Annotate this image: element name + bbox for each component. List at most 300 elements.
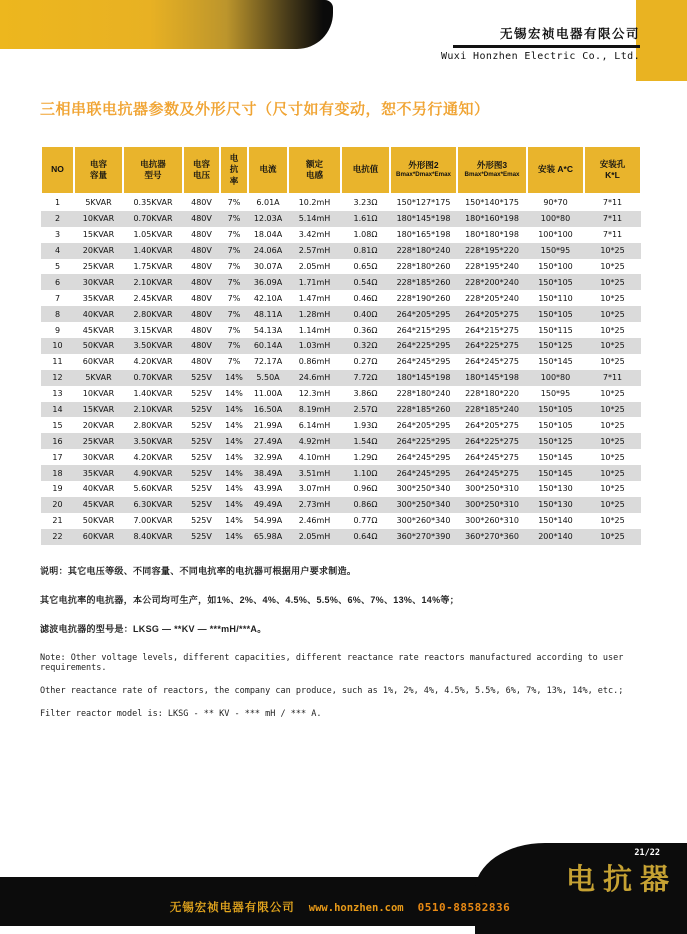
- table-cell: 525V: [191, 436, 212, 446]
- table-cell: 0.40Ω: [353, 309, 378, 319]
- table-cell: 2.05mH: [298, 532, 331, 542]
- table-cell: 60.14A: [253, 341, 283, 351]
- table-cell: 5.14mH: [298, 214, 331, 224]
- reactor-logo: 电抗器: [565, 864, 677, 896]
- table-cell: 2.73mH: [298, 500, 331, 510]
- page-title: 三相串联电抗器参数及外形尺寸（尺寸如有变动，恕不另行通知）: [40, 101, 490, 118]
- table-cell: 0.81Ω: [353, 246, 378, 256]
- table-cell: 10*25: [600, 452, 625, 462]
- table-cell: 228*180*240: [396, 246, 451, 256]
- table-cell: 25KVAR: [82, 436, 115, 446]
- table-cell: 264*215*275: [465, 325, 519, 335]
- table-cell: 480V: [191, 214, 212, 224]
- table-cell: 480V: [191, 293, 212, 303]
- table-cell: 300*260*340: [396, 516, 451, 526]
- table-cell: 2.57mH: [298, 246, 331, 256]
- table-cell: 50KVAR: [82, 516, 115, 526]
- table-cell: 36.09A: [253, 277, 283, 287]
- column-header: 额定 电感: [288, 146, 341, 194]
- table-row: [41, 194, 641, 211]
- table-cell: 14%: [225, 532, 243, 542]
- table-cell: 525V: [191, 516, 212, 526]
- table-cell: 480V: [191, 357, 212, 367]
- table-cell: 14%: [225, 405, 243, 415]
- table-cell: 1.40KVAR: [133, 246, 173, 256]
- table-cell: 19: [52, 484, 63, 494]
- table-cell: 2.46mH: [298, 516, 331, 526]
- table-cell: 150*100: [538, 262, 573, 271]
- table-cell: 10*25: [600, 420, 625, 430]
- table-cell: 4.20KVAR: [133, 357, 173, 367]
- table-row: [41, 465, 641, 481]
- top-right-gold-block: [636, 0, 687, 81]
- table-cell: 15KVAR: [82, 230, 115, 240]
- table-cell: 11.00A: [253, 389, 283, 399]
- table-cell: 3.07mH: [298, 484, 331, 494]
- table-cell: 3.51mH: [298, 468, 331, 478]
- table-cell: 264*205*275: [465, 309, 519, 319]
- table-cell: 7*11: [602, 373, 623, 383]
- table-cell: 0.32Ω: [353, 341, 378, 351]
- table-cell: 10*25: [600, 436, 625, 446]
- table-cell: 10*25: [600, 262, 625, 271]
- table-cell: 2.80KVAR: [133, 420, 173, 430]
- table-cell: 50KVAR: [82, 341, 115, 351]
- table-cell: 3.42mH: [298, 230, 331, 240]
- note-en-1: Note: Other voltage levels, different capacities, different reactance rate reactors manufactured according to user requirements.: [40, 653, 624, 673]
- table-cell: 300*250*310: [465, 484, 519, 494]
- table-row: [41, 417, 641, 433]
- column-header: 电容 容量: [74, 146, 123, 194]
- table-cell: 525V: [191, 532, 212, 542]
- table-cell: 0.46Ω: [353, 293, 378, 303]
- table-cell: 7%: [227, 262, 241, 271]
- table-cell: 43.99A: [253, 484, 283, 494]
- table-cell: 300*250*310: [465, 500, 519, 510]
- table-cell: 300*250*340: [396, 484, 451, 494]
- table-cell: 72.17A: [253, 357, 283, 367]
- table-cell: 0.27Ω: [353, 357, 378, 367]
- table-cell: 3.50KVAR: [133, 341, 173, 351]
- table-cell: 0.54Ω: [353, 277, 378, 287]
- table-cell: 5.60KVAR: [133, 484, 173, 494]
- header-row: [41, 146, 641, 194]
- company-header: [441, 24, 640, 62]
- table-cell: 18.04A: [253, 230, 283, 240]
- table-cell: 8.19mH: [298, 405, 331, 415]
- table-cell: 30.07A: [253, 262, 283, 271]
- table-cell: 150*145: [538, 357, 573, 367]
- table-cell: 10*25: [600, 309, 625, 319]
- table-cell: 360*270*360: [465, 532, 519, 542]
- table-cell: 30KVAR: [82, 277, 115, 287]
- table-cell: 8.40KVAR: [133, 532, 173, 542]
- table-cell: 264*245*295: [396, 468, 451, 478]
- table-cell: 9: [54, 325, 61, 335]
- table-cell: 6.30KVAR: [133, 500, 173, 510]
- table-cell: 228*205*240: [465, 293, 519, 303]
- table-row: [41, 338, 641, 354]
- table-cell: 480V: [191, 198, 212, 208]
- table-cell: 2.10KVAR: [133, 277, 173, 287]
- table-cell: 150*95: [540, 389, 571, 399]
- table-cell: 15: [52, 420, 63, 430]
- table-cell: 1.03mH: [298, 341, 331, 351]
- table-cell: 7%: [227, 293, 241, 303]
- column-header: 安装孔 K*L: [584, 146, 641, 194]
- table-cell: 14%: [225, 389, 243, 399]
- table-cell: 1.10Ω: [353, 468, 378, 478]
- table-cell: 180*145*198: [396, 373, 451, 383]
- table-cell: 1.29Ω: [353, 452, 378, 462]
- table-cell: 60KVAR: [82, 357, 115, 367]
- table-cell: 30KVAR: [82, 452, 115, 462]
- table-cell: 2: [54, 214, 61, 224]
- table-cell: 525V: [191, 420, 212, 430]
- table-cell: 150*145: [538, 452, 573, 462]
- table-cell: 65.98A: [253, 532, 283, 542]
- table-cell: 525V: [191, 500, 212, 510]
- table-cell: 480V: [191, 325, 212, 335]
- table-cell: 7%: [227, 214, 241, 224]
- note-cn-2: 其它电抗率的电抗器，本公司均可生产，如1%、2%、4%、4.5%、5.5%、6%、7%、13%、14%等；: [40, 595, 459, 605]
- table-cell: 13: [52, 389, 63, 399]
- table-cell: 100*80: [540, 214, 571, 224]
- table-cell: 228*185*240: [465, 405, 519, 415]
- table-cell: 228*180*260: [396, 262, 451, 271]
- table-cell: 480V: [191, 341, 212, 351]
- table-cell: 1.05KVAR: [133, 230, 173, 240]
- table-cell: 264*225*295: [396, 341, 451, 351]
- table-cell: 20: [52, 500, 63, 510]
- table-cell: 1.14mH: [298, 325, 331, 335]
- table-cell: 150*110: [538, 293, 573, 303]
- table-cell: 480V: [191, 277, 212, 287]
- footer-company-name: 无锡宏祯电器有限公司: [169, 902, 295, 914]
- table-cell: 10*25: [600, 341, 625, 351]
- table-cell: 14%: [225, 516, 243, 526]
- table-cell: 10: [52, 341, 63, 351]
- table-cell: 54.99A: [253, 516, 283, 526]
- table-cell: 3: [54, 230, 61, 240]
- note-en-2: Other reactance rate of reactors, the company can produce, such as 1%, 2%, 4%, 4.5%, 5.5%, 6%, 7%, 13%, 14%, etc.;: [40, 686, 624, 696]
- column-header: 电容 电压: [183, 146, 220, 194]
- table-cell: 8: [54, 309, 61, 319]
- table-cell: 1.40KVAR: [133, 389, 173, 399]
- table-cell: 22: [52, 532, 63, 542]
- spec-table-body: [41, 194, 641, 545]
- table-cell: 4.10mH: [298, 452, 331, 462]
- column-header: 电抗值: [341, 146, 390, 194]
- table-cell: 264*245*275: [465, 468, 519, 478]
- footer-info: [140, 899, 540, 915]
- table-cell: 0.36Ω: [353, 325, 378, 335]
- table-cell: 12.03A: [253, 214, 283, 224]
- table-row: [41, 274, 641, 290]
- table-cell: 180*160*198: [465, 214, 519, 224]
- table-cell: 40KVAR: [82, 484, 115, 494]
- table-row: [41, 386, 641, 402]
- table-cell: 10*25: [600, 389, 625, 399]
- table-cell: 38.49A: [253, 468, 283, 478]
- table-cell: 17: [52, 452, 63, 462]
- table-cell: 7%: [227, 230, 241, 240]
- header-rule: [453, 45, 640, 48]
- table-row: [41, 290, 641, 306]
- table-cell: 300*250*340: [396, 500, 451, 510]
- table-row: [41, 513, 641, 529]
- table-cell: 60KVAR: [82, 532, 115, 542]
- table-cell: 90*70: [543, 198, 568, 208]
- table-cell: 7%: [227, 341, 241, 351]
- table-cell: 10*25: [600, 277, 625, 287]
- table-cell: 10*25: [600, 500, 625, 510]
- table-cell: 3.86Ω: [353, 389, 378, 399]
- table-cell: 45KVAR: [82, 500, 115, 510]
- table-row: [41, 306, 641, 322]
- table-cell: 10*25: [600, 357, 625, 367]
- table-cell: 150*105: [538, 405, 573, 415]
- spec-table-head: [41, 146, 641, 194]
- table-cell: 15KVAR: [82, 405, 115, 415]
- table-cell: 150*140*175: [465, 198, 519, 208]
- table-cell: 5KVAR: [85, 373, 112, 383]
- table-cell: 6.01A: [256, 198, 280, 208]
- table-cell: 264*225*275: [465, 341, 519, 351]
- table-cell: 0.96Ω: [353, 484, 378, 494]
- table-cell: 0.65Ω: [353, 262, 378, 271]
- table-row: [41, 243, 641, 259]
- table-cell: 300*260*310: [465, 516, 519, 526]
- table-cell: 3.50KVAR: [133, 436, 173, 446]
- table-cell: 42.10A: [253, 293, 283, 303]
- table-cell: 180*165*198: [396, 230, 451, 240]
- table-cell: 10*25: [600, 405, 625, 415]
- table-cell: 10*25: [600, 246, 625, 256]
- table-cell: 0.86Ω: [353, 500, 378, 510]
- table-cell: 21.99A: [253, 420, 283, 430]
- table-cell: 7.72Ω: [353, 373, 378, 383]
- table-row: [41, 449, 641, 465]
- table-cell: 11: [52, 357, 63, 367]
- table-cell: 32.99A: [253, 452, 283, 462]
- table-cell: 150*95: [540, 246, 571, 256]
- table-cell: 7.00KVAR: [133, 516, 173, 526]
- table-cell: 2.80KVAR: [133, 309, 173, 319]
- table-cell: 4: [54, 246, 61, 256]
- page-number: 21/22: [634, 848, 660, 858]
- table-cell: 10KVAR: [82, 214, 115, 224]
- table-cell: 480V: [191, 309, 212, 319]
- table-cell: 14%: [225, 452, 243, 462]
- table-row: [41, 370, 641, 386]
- column-header: 电抗器 型号: [123, 146, 183, 194]
- table-cell: 264*215*295: [396, 325, 451, 335]
- table-cell: 20KVAR: [82, 420, 115, 430]
- table-cell: 48.11A: [253, 309, 283, 319]
- table-cell: 180*180*198: [465, 230, 519, 240]
- table-row: [41, 497, 641, 513]
- table-cell: 27.49A: [253, 436, 283, 446]
- table-cell: 264*205*295: [396, 420, 451, 430]
- table-cell: 14%: [225, 468, 243, 478]
- table-cell: 0.77Ω: [353, 516, 378, 526]
- table-cell: 16.50A: [253, 405, 283, 415]
- table-cell: 12: [52, 373, 63, 383]
- table-cell: 228*185*260: [396, 405, 451, 415]
- table-cell: 2.57Ω: [353, 405, 378, 415]
- table-cell: 264*245*275: [465, 452, 519, 462]
- note-cn-3: 滤波电抗器的型号是：LKSG — **KV — ***mH/***A。: [40, 624, 267, 634]
- table-row: [41, 433, 641, 449]
- table-cell: 150*125: [538, 436, 573, 446]
- table-cell: 480V: [191, 230, 212, 240]
- table-cell: 1.61Ω: [353, 214, 378, 224]
- table-cell: 525V: [191, 405, 212, 415]
- table-cell: 4.90KVAR: [133, 468, 173, 478]
- table-cell: 150*105: [538, 309, 573, 319]
- company-name-cn: 无锡宏祯电器有限公司: [499, 27, 640, 41]
- table-cell: 100*80: [540, 373, 571, 383]
- table-cell: 150*125: [538, 341, 573, 351]
- table-cell: 7: [54, 293, 61, 303]
- table-row: [41, 481, 641, 497]
- table-cell: 200*140: [538, 532, 573, 542]
- table-cell: 150*130: [538, 500, 573, 510]
- table-cell: 228*185*260: [396, 277, 451, 287]
- table-cell: 360*270*390: [396, 532, 451, 542]
- table-cell: 7%: [227, 325, 241, 335]
- table-cell: 150*105: [538, 277, 573, 287]
- table-cell: 45KVAR: [82, 325, 115, 335]
- table-cell: 180*145*198: [396, 214, 451, 224]
- note-en-3: Filter reactor model is: LKSG - ** KV - *** mH / *** A.: [40, 709, 322, 719]
- table-cell: 5: [54, 262, 61, 271]
- column-header: 电 抗 率: [220, 146, 248, 194]
- table-cell: 1.71mH: [298, 277, 331, 287]
- table-cell: 0.70KVAR: [133, 214, 173, 224]
- table-cell: 10*25: [600, 516, 625, 526]
- table-cell: 2.45KVAR: [133, 293, 173, 303]
- table-cell: 0.70KVAR: [133, 373, 173, 383]
- table-cell: 264*205*295: [396, 309, 451, 319]
- table-cell: 5.50A: [256, 373, 280, 383]
- table-cell: 1.47mH: [298, 293, 331, 303]
- table-cell: 2.10KVAR: [133, 405, 173, 415]
- table-cell: 10*25: [600, 484, 625, 494]
- table-cell: 14%: [225, 420, 243, 430]
- notes-cn: [40, 564, 650, 651]
- table-cell: 228*195*240: [465, 262, 519, 271]
- top-gradient-band: [0, 0, 333, 49]
- table-cell: 150*115: [538, 325, 573, 335]
- column-header: 外形图2 Bmax*Dmax*Emax: [390, 146, 457, 194]
- notes-en: [40, 653, 670, 732]
- table-cell: 49.49A: [253, 500, 283, 510]
- table-row: [41, 354, 641, 370]
- table-cell: 1.08Ω: [353, 230, 378, 240]
- table-cell: 10.2mH: [298, 198, 331, 208]
- table-cell: 228*200*240: [465, 277, 519, 287]
- table-cell: 525V: [191, 484, 212, 494]
- table-row: [41, 529, 641, 545]
- table-cell: 1.75KVAR: [133, 262, 173, 271]
- table-cell: 525V: [191, 389, 212, 399]
- table-cell: 7*11: [602, 198, 623, 208]
- table-cell: 3.15KVAR: [133, 325, 173, 335]
- table-cell: 150*105: [538, 420, 573, 430]
- table-cell: 264*205*275: [465, 420, 519, 430]
- table-cell: 228*180*240: [396, 389, 451, 399]
- table-cell: 10KVAR: [82, 389, 115, 399]
- table-cell: 7%: [227, 309, 241, 319]
- table-cell: 480V: [191, 246, 212, 256]
- table-cell: 35KVAR: [82, 468, 115, 478]
- table-cell: 7%: [227, 357, 241, 367]
- table-cell: 14%: [225, 373, 243, 383]
- table-cell: 10*25: [600, 532, 625, 542]
- table-cell: 525V: [191, 452, 212, 462]
- table-cell: 4.20KVAR: [133, 452, 173, 462]
- table-row: [41, 259, 641, 275]
- table-row: [41, 322, 641, 338]
- table-cell: 10*25: [600, 325, 625, 335]
- table-cell: 25KVAR: [82, 262, 115, 271]
- table-cell: 35KVAR: [82, 293, 115, 303]
- table-cell: 18: [52, 468, 63, 478]
- table-cell: 6.14mH: [298, 420, 331, 430]
- table-cell: 12.3mH: [298, 389, 331, 399]
- table-cell: 24.06A: [253, 246, 283, 256]
- table-cell: 150*140: [538, 516, 573, 526]
- table-cell: 228*180*220: [465, 389, 519, 399]
- table-cell: 14%: [225, 436, 243, 446]
- table-cell: 54.13A: [253, 325, 283, 335]
- table-cell: 7%: [227, 277, 241, 287]
- table-cell: 6: [54, 277, 61, 287]
- table-cell: 228*190*260: [396, 293, 451, 303]
- table-cell: 10*25: [600, 293, 625, 303]
- table-cell: 264*245*295: [396, 357, 451, 367]
- column-header: 安装 A*C: [527, 146, 584, 194]
- spec-table: [40, 145, 642, 545]
- table-cell: 0.35KVAR: [133, 198, 173, 208]
- table-cell: 14%: [225, 484, 243, 494]
- company-name-en: Wuxi Honzhen Electric Co., Ltd.: [440, 50, 640, 62]
- table-cell: 14: [52, 405, 63, 415]
- table-cell: 10*25: [600, 468, 625, 478]
- table-cell: 7*11: [602, 214, 623, 224]
- table-cell: 20KVAR: [82, 246, 115, 256]
- table-row: [41, 211, 641, 227]
- column-header: 电流: [248, 146, 288, 194]
- note-cn-1: 说明：其它电压等级、不同容量、不同电抗率的电抗器可根据用户要求制造。: [40, 566, 357, 576]
- table-cell: 2.05mH: [298, 262, 331, 271]
- table-cell: 150*130: [538, 484, 573, 494]
- table-row: [41, 227, 641, 243]
- table-cell: 7*11: [602, 230, 623, 240]
- table-cell: 1.28mH: [298, 309, 331, 319]
- table-cell: 40KVAR: [82, 309, 115, 319]
- table-cell: 264*225*275: [465, 436, 519, 446]
- table-cell: 264*225*295: [396, 436, 451, 446]
- column-header: 外形图3 Bmax*Dmax*Emax: [457, 146, 527, 194]
- table-cell: 16: [52, 436, 63, 446]
- table-cell: 525V: [191, 468, 212, 478]
- table-cell: 0.64Ω: [353, 532, 378, 542]
- table-cell: 21: [52, 516, 63, 526]
- table-cell: 1.93Ω: [353, 420, 378, 430]
